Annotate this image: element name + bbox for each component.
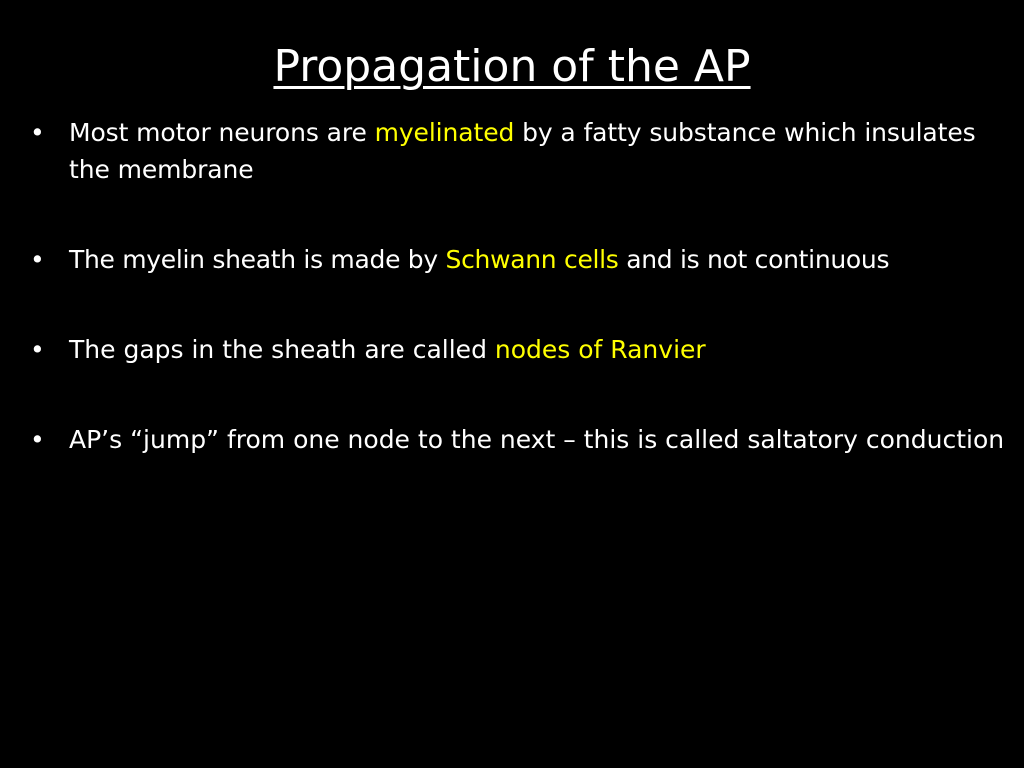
bullet-text: Most motor neurons are bbox=[69, 118, 375, 147]
bullet-text: The myelin sheath is made by bbox=[69, 245, 446, 274]
bullet-dot-icon: • bbox=[30, 118, 45, 147]
bullet-item-nodes-of-ranvier bbox=[30, 331, 1005, 368]
bullet-text: by a fatty substance which insulates the membrane bbox=[69, 118, 976, 184]
bullet-item-schwann-cells bbox=[30, 241, 1005, 278]
bullet-item-myelinated bbox=[30, 114, 1005, 188]
bullet-list bbox=[30, 114, 1005, 511]
highlight-text: Schwann cells bbox=[445, 245, 619, 274]
slide-title bbox=[0, 38, 1024, 96]
bullet-dot-icon: • bbox=[30, 245, 45, 274]
bullet-text: The gaps in the sheath are called bbox=[69, 335, 495, 364]
bullet-item-saltatory-conduction bbox=[30, 421, 1005, 458]
bullet-dot-icon: • bbox=[30, 425, 45, 454]
bullet-dot-icon: • bbox=[30, 335, 45, 364]
highlight-text: myelinated bbox=[374, 118, 515, 147]
bullet-text: and is not continuous bbox=[618, 245, 890, 274]
bullet-text: AP’s “jump” from one node to the next – this is called saltatory conduction bbox=[69, 425, 1005, 454]
highlight-text: nodes of Ranvier bbox=[494, 335, 706, 364]
slide-title-text: Propagation of the AP bbox=[273, 41, 751, 92]
